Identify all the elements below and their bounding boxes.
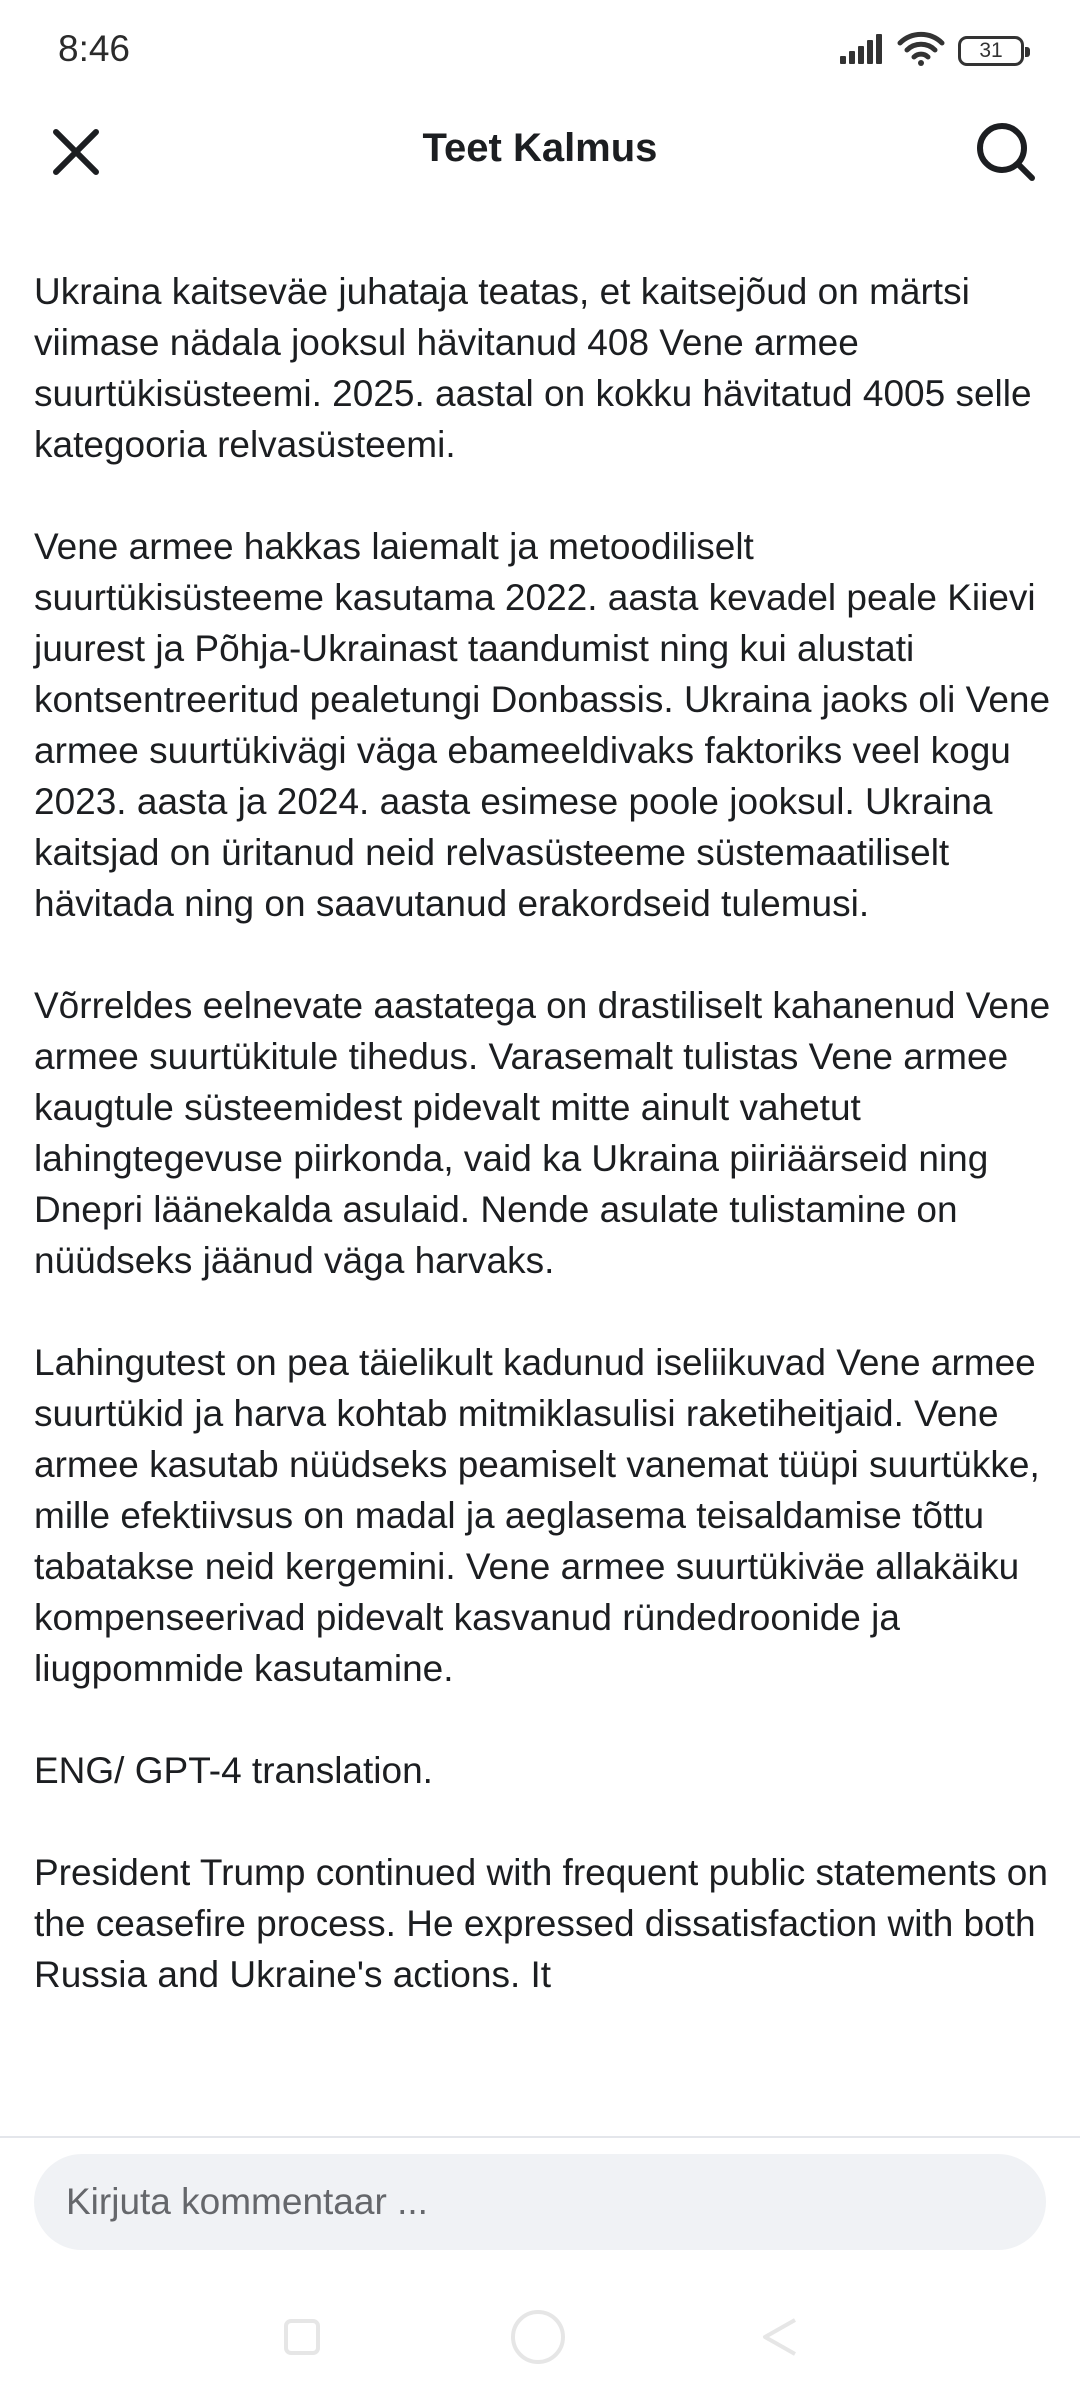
battery-tip — [1025, 47, 1030, 57]
back-icon — [755, 2314, 801, 2365]
recents-button[interactable] — [262, 2304, 342, 2374]
status-bar — [0, 0, 1080, 100]
battery-level: 31 — [979, 39, 1003, 62]
post-paragraph: Lahingutest on pea täielikult kadunud iseliikuvad Vene armee suurtükid ja harva kohtab mitmiklasulisi raketiheitjaid. Vene armee kasutab nüüdseks peamiselt vanemat tüüpi suurtükke, mille efektiivsus on madal ja aeglasema teisaldamise tõttu tabatakse neid kergemini. Vene armee suurtükiväe allakäiku kompenseerivad pidevalt kasvanud ründedroonide ja liugpommide kasutamine. — [34, 1342, 1040, 1689]
post-content[interactable] — [0, 208, 1080, 2136]
status-icons — [840, 30, 1024, 72]
wifi-icon — [898, 32, 944, 71]
signal-icon — [840, 34, 884, 69]
page-title: Teet Kalmus — [422, 126, 658, 170]
status-time: 8:46 — [58, 28, 131, 69]
search-button[interactable] — [968, 116, 1044, 192]
comment-bar — [0, 2138, 1080, 2280]
post-paragraph: ENG/ GPT-4 translation. — [34, 1750, 433, 1791]
post-paragraph: Vene armee hakkas laiemalt ja metoodiliselt suurtükisüsteeme kasutama 2022. aasta kevadel peale Kiievi juurest ja Põhja-Ukrainast taandumist ning kui alustati kontsentreeritud pealetungi Donbassis. Ukraina jaoks oli Vene armee suurtükivägi väga ebameeldivaks faktoriks veel kogu 2023. aasta ja 2024. aasta esimese poole jooksul. Ukraina kaitsjad on üritanud neid relvasüsteeme süstemaatiliselt hävitada ning on saavutanud erakordseid tulemusi. — [34, 526, 1051, 924]
search-icon — [974, 120, 1038, 189]
battery-icon — [958, 36, 1024, 66]
home-icon — [508, 2307, 568, 2372]
home-button[interactable] — [498, 2304, 578, 2374]
nav-bar — [0, 2280, 1080, 2400]
post-paragraph: President Trump continued with frequent public statements on the ceasefire process. He expressed dissatisfaction with both Russia and Ukraine's actions. It — [34, 1852, 1048, 1995]
back-button[interactable] — [738, 2304, 818, 2374]
comment-input[interactable] — [34, 2154, 1046, 2250]
post-paragraph: Ukraina kaitseväe juhataja teatas, et kaitsejõud on märtsi viimase nädala jooksul hävitanud 408 Vene armee suurtükisüsteemi. 2025. aastal on kokku hävitatud 4005 selle kategooria relvasüsteemi. — [34, 271, 1032, 465]
post-paragraph: Võrreldes eelnevate aastatega on drastiliselt kahanenud Vene armee suurtükitule tihedus. Varasemalt tulistas Vene armee kaugtule süsteemidest pidevalt mitte ainult vahetut lahingtegevuse piirkonda, vaid ka Ukraina piiriäärseid ning Dnepri läänekalda asulaid. Nende asulate tulistamine on nüüdseks jäänud väga harvaks. — [34, 985, 1051, 1281]
recents-icon — [282, 2317, 322, 2362]
header — [0, 100, 1080, 208]
post-text — [34, 164, 1054, 2051]
